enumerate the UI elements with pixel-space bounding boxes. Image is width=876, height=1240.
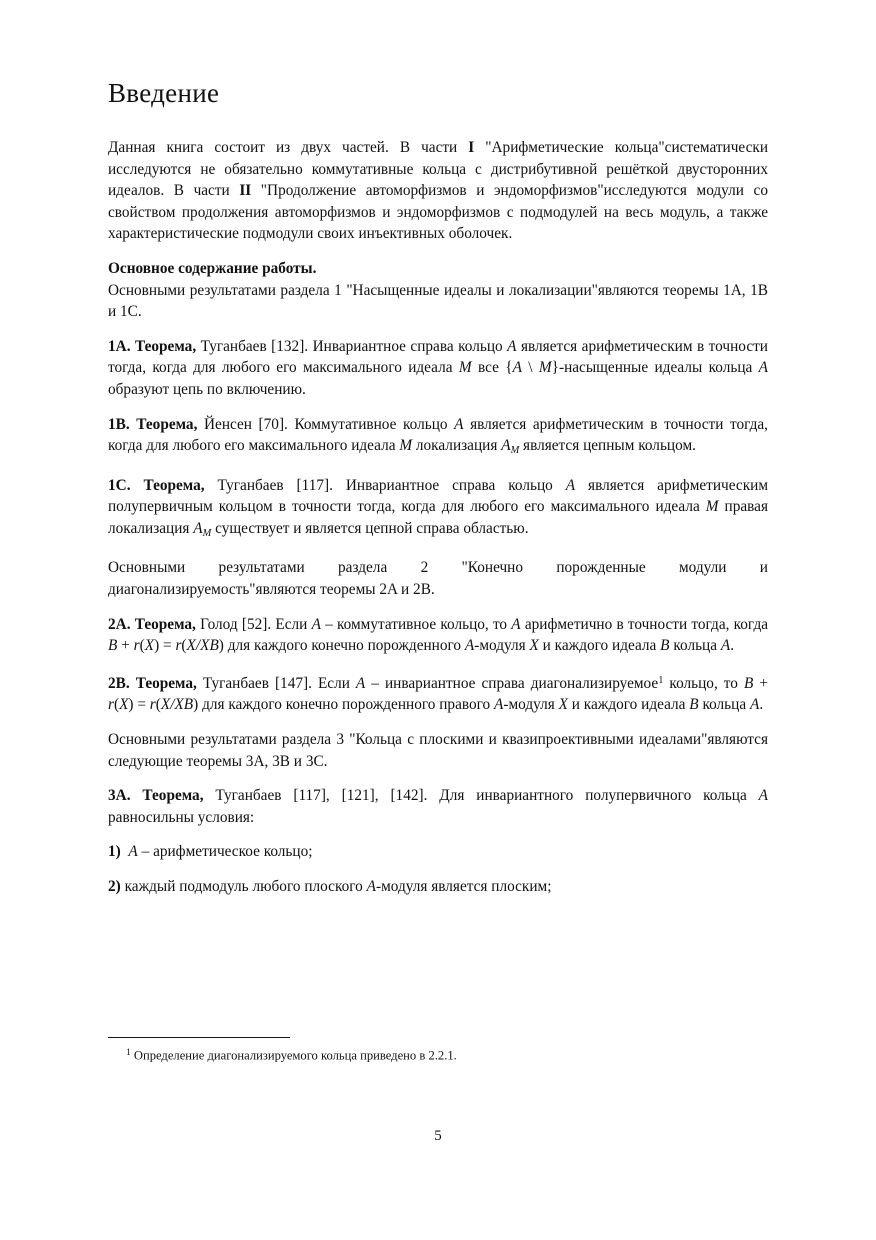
paragraph-intro: Данная книга состоит из двух частей. В части I "Арифметические кольца"систематически исследуются не обязательно коммутативные кольца с дистрибутивной решёткой двусторонних идеалов. В части II "Продолжение автоморфизмов и эндоморфизмов"исследуются модули со свойством продолжения автоморфизмов и эндоморфизмов с подмодулей на весь модуль, а также характеристические подмодули своих инъективных оболочек. xyxy=(108,139,769,243)
list-item-2-label: 2) xyxy=(108,878,121,896)
footnote-number: 1 xyxy=(126,1048,131,1058)
page-content xyxy=(108,78,768,901)
footnote-text: Определение диагонализируемого кольца приведено в 2.2.1. xyxy=(133,1048,457,1063)
theorem-1B-attribution: Йенсен [70]. xyxy=(204,415,288,433)
footnote-marker: 1 xyxy=(658,674,664,686)
theorem-1A: 1A. Теорема, Туганбаев [132]. Инвариантное справа кольцо A является арифметическим в точности тогда, когда для любого его максимального идеала M все {A \ M}-насыщенные идеалы кольца A образуют цепь по включению. xyxy=(108,337,769,398)
theorem-1C-attribution: Туганбаев [117]. xyxy=(217,476,333,494)
list-item-1-label: 1) xyxy=(108,843,121,861)
theorem-1B: 1B. Теорема, Йенсен [70]. Коммутативное кольцо A является арифметическим в точности тогда, когда для любого его максимального идеала M локализация $A_M$ является цепным кольцом. xyxy=(108,415,769,457)
theorem-2B-label: 2B. Теорема, xyxy=(108,674,197,692)
theorem-2B: 2B. Теорема, Туганбаев [147]. Если A – инвариантное справа диагонализируемое$^1$ кольцо, то B + r(X) = r(X/XB) для каждого конечно порожденного правого A-модуля X и каждого идеала B кольца A. xyxy=(108,674,768,714)
list-item-1: 1) A – арифметическое кольцо; xyxy=(108,843,313,861)
theorem-3A: 3A. Теорема, Туганбаев [117], [121], [142]. Для инвариантного полупервичного кольца A равносильны условия: xyxy=(108,787,769,826)
theorem-2A: 2A. Теорема, Голод [52]. Если A – коммутативное кольцо, то A арифметично в точности тогда, когда B + r(X) = r(X/XB) для каждого конечно порожденного A-модуля X и каждого идеала B кольца A. xyxy=(108,615,769,655)
theorem-1C-label: 1C. Теорема, xyxy=(108,476,205,494)
theorem-2A-label: 2A. Теорема, xyxy=(108,615,196,633)
theorem-2B-attribution: Туганбаев [147]. xyxy=(202,674,312,692)
page-number: 5 xyxy=(434,1128,442,1144)
section3-intro: Основными результатами раздела 3 "Кольца с плоскими и квазипроективными идеалами"являются следующие теоремы 3A, 3B и 3C. xyxy=(108,731,768,770)
theorem-2A-attribution: Голод [52]. xyxy=(200,615,272,633)
theorem-1A-label: 1A. Теорема, xyxy=(108,337,197,355)
section2-intro: Основными результатами раздела 2 "Конечно порожденные модули и диагонализируемость"являются теоремы 2A и 2B. xyxy=(108,559,768,598)
footnote-separator xyxy=(108,1037,290,1038)
theorem-3A-label: 3A. Теорема, xyxy=(108,787,204,805)
theorem-3A-attribution: Туганбаев [117], [121], [142]. xyxy=(215,787,428,805)
list-item-2: 2) каждый подмодуль любого плоского A-модуля является плоским; xyxy=(108,878,552,896)
theorem-1C: 1C. Теорема, Туганбаев [117]. Инвариантное справа кольцо A является арифметическим полупервичным кольцом в точности тогда, когда для любого его максимального идеала M правая локализация $A_M$ существует и является цепной справа областью. xyxy=(108,476,769,539)
footnote xyxy=(126,1045,766,1064)
theorem-1A-attribution: Туганбаев [132]. xyxy=(200,337,309,355)
theorem-1B-label: 1B. Теорема, xyxy=(108,415,198,433)
main-content-heading: Основное содержание работы. xyxy=(108,259,317,277)
page-title: Введение xyxy=(108,78,220,108)
section1-intro: Основными результатами раздела 1 "Насыщенные идеалы и локализации"являются теоремы 1A, 1B и 1C. xyxy=(108,281,768,321)
